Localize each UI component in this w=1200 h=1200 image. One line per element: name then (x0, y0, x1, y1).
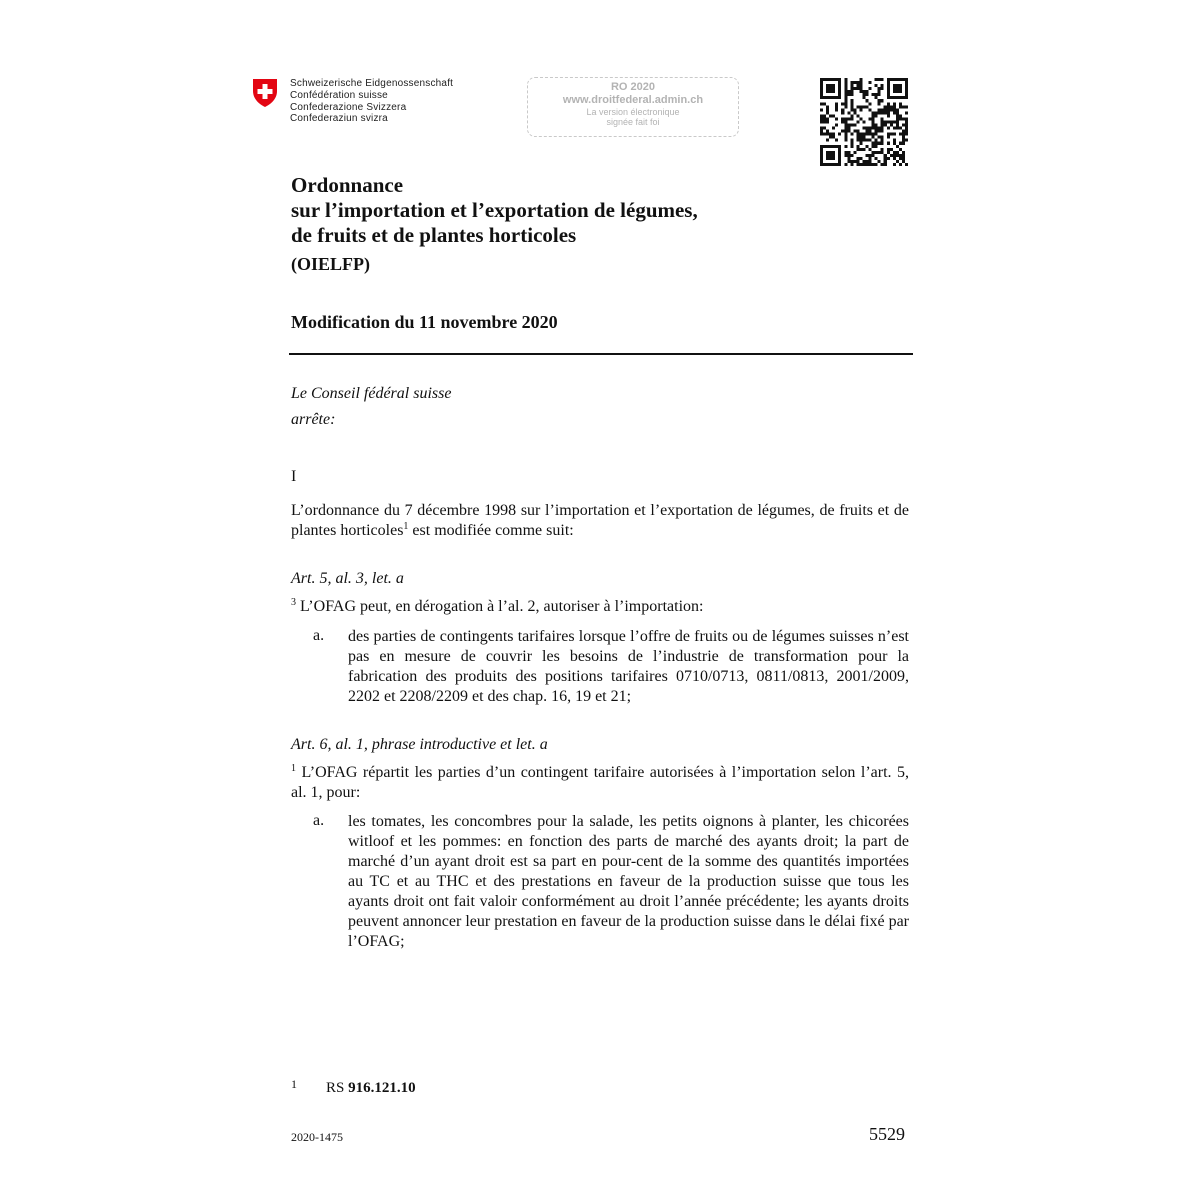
stamp-note-1: La version électronique (586, 107, 680, 117)
title-line-1: Ordonnance (291, 173, 404, 197)
paragraph-number: 3 (291, 597, 296, 608)
section-intro (291, 501, 909, 541)
modification-date: Modification du 11 novembre 2020 (291, 312, 558, 332)
qr-code-icon (820, 78, 908, 166)
confederation-line-rm: Confederaziun svizra (290, 113, 388, 125)
swiss-coat-of-arms-icon (252, 78, 278, 108)
paragraph-text: L’OFAG peut, en dérogation à l’al. 2, autoriser à l’importation: (296, 598, 704, 615)
stamp-url: www.droitfederal.admin.ch (562, 94, 704, 106)
paragraph-text: L’OFAG répartit les parties d’un contingent tarifaire autorisées à l’importation selon l’art. 5, al. 1, pour: (291, 764, 909, 801)
footnote-number: 1 (291, 1077, 297, 1091)
item-text: les tomates, les concombres pour la salade, les petits oignons à planter, les chicorées witloof et les pommes: en fonction des parts de marché des ayants droit; la part de marché d’un ayant droit est sa part en pour-cent de la somme des quantités importées au TC et au THC et des prestations en faveur de la production suisse que tous les ayants droit ont fait valoir conformément au droit l’année précédente; les ayants droits peuvent annoncer leur prestation en faveur de la production suisse dans le délai fixé par l’OFAG; (348, 813, 909, 950)
footnote-text (326, 1080, 416, 1097)
paragraph-number: 1 (291, 763, 296, 774)
section-number: I (291, 468, 297, 485)
item-letter: a. (313, 812, 325, 829)
document-number: 2020-1475 (291, 1130, 343, 1144)
intro-text: L’ordonnance du 7 décembre 1998 sur l’importation et l’exportation de légumes, de fruits et de plantes horticoles (291, 502, 909, 539)
title-divider (289, 353, 913, 355)
intro-text-end: est modifiée comme suit: (408, 522, 574, 539)
article-heading: Art. 5, al. 3, let. a (291, 570, 404, 587)
confederation-line-it: Confederazione Svizzera (290, 101, 407, 113)
preamble-authority: Le Conseil fédéral suisse (291, 385, 452, 402)
stamp-collection: RO 2020 (610, 81, 656, 93)
footnote-reference: 916.121.10 (348, 1080, 416, 1096)
stamp-note-2: signée fait foi (606, 117, 660, 127)
confederation-names (290, 78, 453, 125)
footnote-ref: 1 (403, 521, 409, 532)
article-paragraph (291, 763, 909, 803)
confederation-line-de: Schweizerische Eidgenossenschaft (290, 78, 454, 89)
title-line-2: sur l’importation et l’exportation de légumes, (291, 198, 698, 222)
preamble-decree: arrête: (291, 411, 336, 428)
title-abbreviation: (OIELFP) (291, 254, 370, 274)
official-publication-stamp (527, 77, 739, 137)
title-line-3: de fruits et de plantes horticoles (291, 223, 577, 247)
footnote-prefix: RS (326, 1080, 349, 1096)
confederation-line-fr: Confédération suisse (290, 89, 388, 101)
document-title (291, 173, 851, 248)
item-letter: a. (313, 627, 325, 644)
article-paragraph (291, 597, 909, 617)
article-heading: Art. 6, al. 1, phrase introductive et let. a (291, 736, 548, 753)
item-text: des parties de contingents tarifaires lorsque l’offre de fruits ou de légumes suisses n’est pas en mesure de couvrir les besoins de l’industrie de transformation pour la fabrication des produits des positions tarifaires 0710/0713, 0811/0813, 2001/2009, 2202 et 2208/2209 et des chap. 16, 19 et 21; (348, 628, 909, 705)
page-number: 5529 (869, 1124, 905, 1144)
